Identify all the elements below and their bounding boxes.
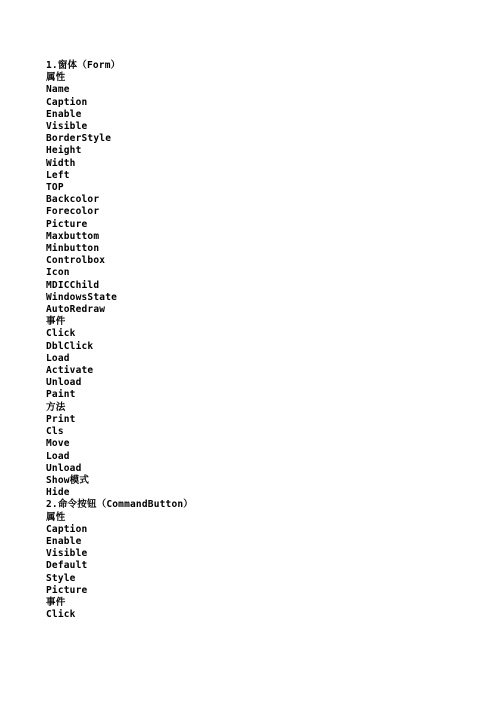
text-line: Load (46, 450, 70, 462)
text-line: Enable (46, 108, 82, 120)
text-line: Icon (46, 267, 70, 279)
text-line: Hide (46, 487, 70, 499)
text-line: Visible (46, 548, 88, 560)
text-line: Load (46, 352, 70, 364)
text-line: Left (46, 169, 70, 181)
text-line: Activate (46, 365, 94, 377)
subheading-events: 事件 (46, 596, 66, 608)
document-text-block (46, 60, 466, 621)
text-line: Picture (46, 218, 88, 230)
text-line: Enable (46, 535, 82, 547)
text-line: Default (46, 560, 88, 572)
text-line: Paint (46, 389, 76, 401)
text-line: Unload (46, 377, 82, 389)
section-heading-form: 1.窗体（Form） (46, 60, 121, 71)
subheading-properties: 属性 (46, 511, 66, 523)
text-line: Style (46, 572, 76, 584)
subheading-events: 事件 (46, 316, 66, 328)
text-line: Cls (46, 426, 64, 438)
text-line: MDICChild (46, 279, 100, 291)
text-line: Caption (46, 96, 88, 108)
text-line: Move (46, 438, 70, 450)
text-line: Forecolor (46, 206, 100, 218)
text-line: Click (46, 609, 76, 621)
text-line: Show模式 (46, 474, 90, 486)
text-line: Unload (46, 462, 82, 474)
text-line: Backcolor (46, 194, 100, 206)
text-line: Width (46, 157, 76, 169)
section-heading-commandbutton: 2.命令按钮（CommandButton） (46, 499, 193, 511)
text-line: TOP (46, 182, 64, 194)
text-line: AutoRedraw (46, 304, 106, 316)
text-line: Height (46, 145, 82, 157)
text-line: BorderStyle (46, 133, 112, 145)
text-line: Print (46, 413, 76, 425)
subheading-methods: 方法 (46, 401, 66, 413)
text-line: Name (46, 84, 70, 96)
text-line: Maxbuttom (46, 230, 100, 242)
text-line: Minbutton (46, 243, 100, 255)
subheading-properties: 属性 (46, 72, 66, 84)
text-line: Picture (46, 584, 88, 596)
text-line: Caption (46, 523, 88, 535)
text-line: Visible (46, 121, 88, 133)
text-line: DblClick (46, 340, 94, 352)
text-line: WindowsState (46, 291, 118, 303)
text-line: Controlbox (46, 255, 106, 267)
text-line: Click (46, 328, 76, 340)
